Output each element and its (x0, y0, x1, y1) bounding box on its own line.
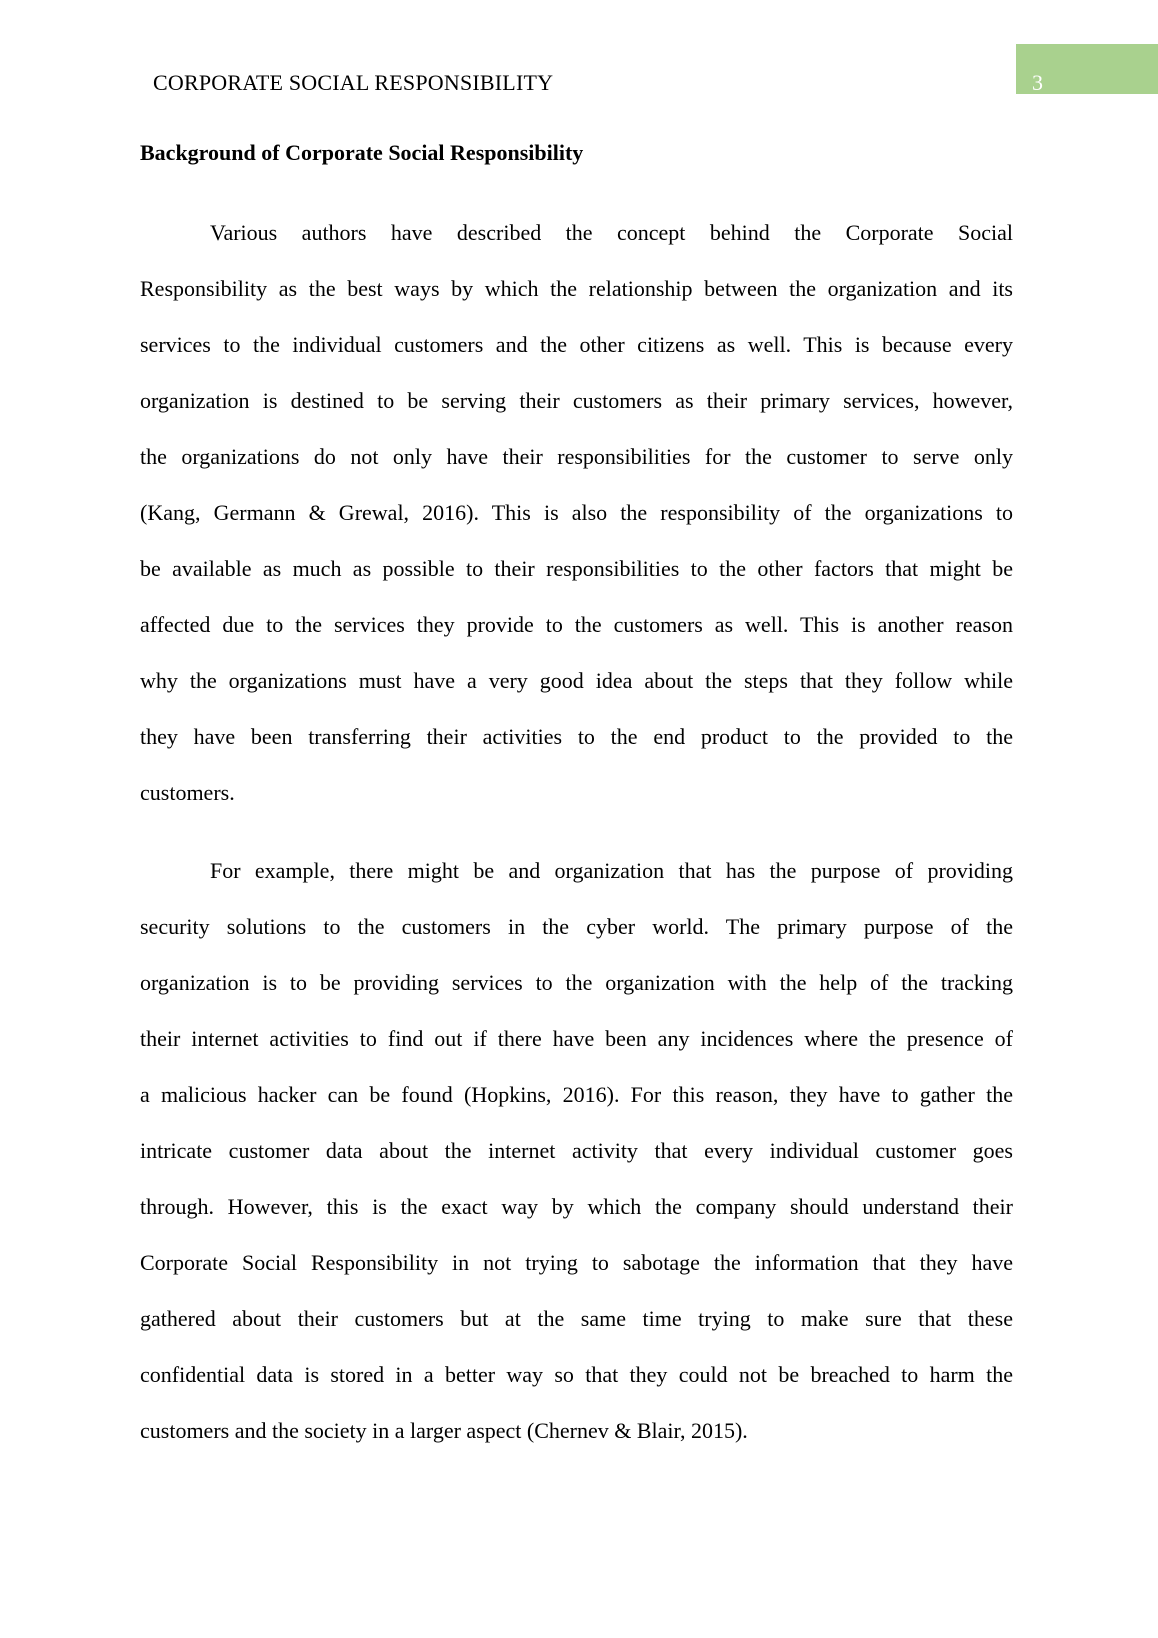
section-heading: Background of Corporate Social Responsibility (140, 140, 584, 165)
paragraph-line: Various authors have described the concept behind the Corporate Social (210, 220, 1013, 245)
paragraph-line: affected due to the services they provide to the customers as well. This is another reason (140, 612, 1013, 637)
paragraph-line: their internet activities to find out if there have been any incidences where the presence of (140, 1026, 1013, 1051)
paragraph-1 (140, 205, 1013, 821)
page-number-box (1016, 44, 1158, 94)
running-head: CORPORATE SOCIAL RESPONSIBILITY (153, 70, 554, 95)
paragraph-line: through. However, this is the exact way by which the company should understand their (140, 1194, 1013, 1219)
paragraph-2 (140, 843, 1013, 1459)
paragraph-line: why the organizations must have a very good idea about the steps that they follow while (140, 668, 1013, 693)
paragraph-line: the organizations do not only have their responsibilities for the customer to serve only (140, 444, 1013, 469)
paragraph-line: customers. (140, 780, 235, 805)
paragraph-line: organization is to be providing services to the organization with the help of the tracking (140, 970, 1013, 995)
paragraph-line: services to the individual customers and the other citizens as well. This is because every (140, 332, 1013, 357)
paragraph-line: security solutions to the customers in the cyber world. The primary purpose of the (140, 914, 1013, 939)
paragraph-line: (Kang, Germann & Grewal, 2016). This is also the responsibility of the organizations to (140, 500, 1013, 525)
paragraph-line: For example, there might be and organization that has the purpose of providing (210, 858, 1013, 883)
page-number: 3 (1032, 70, 1043, 95)
paragraph-line: customers and the society in a larger aspect (Chernev & Blair, 2015). (140, 1418, 748, 1443)
paragraph-line: Responsibility as the best ways by which the relationship between the organization and its (140, 276, 1013, 301)
paragraph-line: be available as much as possible to their responsibilities to the other factors that might be (140, 556, 1013, 581)
paragraph-line: they have been transferring their activities to the end product to the provided to the (140, 724, 1013, 749)
paragraph-line: organization is destined to be serving their customers as their primary services, however, (140, 388, 1013, 413)
paragraph-line: confidential data is stored in a better way so that they could not be breached to harm the (140, 1362, 1013, 1387)
paragraph-line: a malicious hacker can be found (Hopkins, 2016). For this reason, they have to gather the (140, 1082, 1013, 1107)
paragraph-line: Corporate Social Responsibility in not trying to sabotage the information that they have (140, 1250, 1013, 1275)
paragraph-line: gathered about their customers but at the same time trying to make sure that these (140, 1306, 1013, 1331)
paragraph-line: intricate customer data about the internet activity that every individual customer goes (140, 1138, 1013, 1163)
